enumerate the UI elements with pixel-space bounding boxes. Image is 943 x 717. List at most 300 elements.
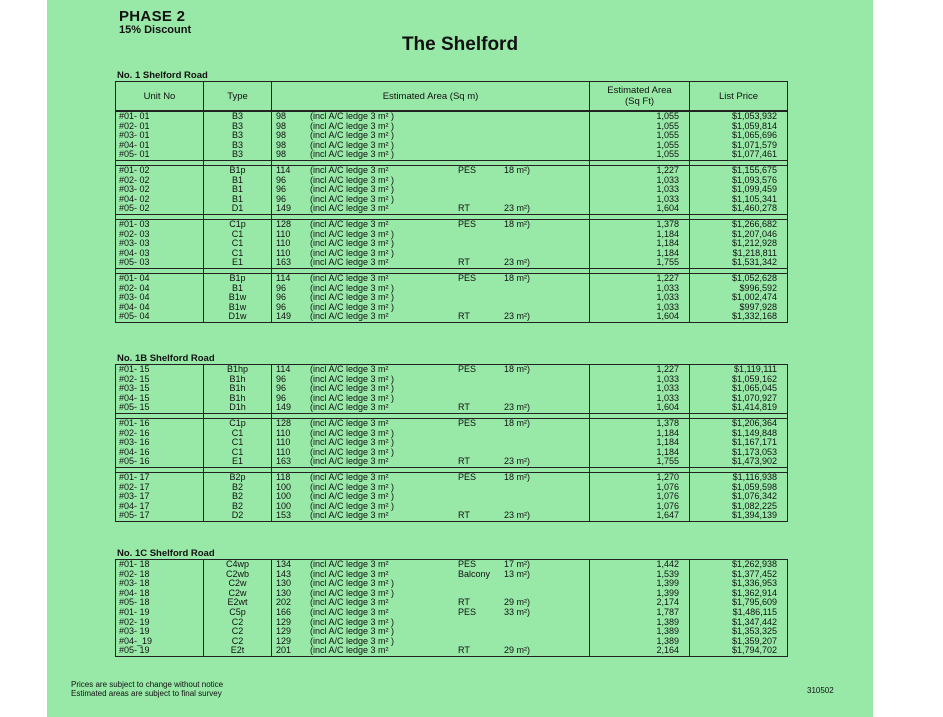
area-sqft-cell: 1,033 [590,284,690,294]
area-extra-value: 18 m²) [504,417,531,428]
table-row [116,384,788,394]
area-sqft-cell: 1,227 [590,165,690,175]
area-sqm-value: 96 [276,282,287,293]
list-price-cell: $1,794,702 [690,646,788,656]
phase-label: PHASE 2 [119,8,186,25]
area-extra-label: RT [458,203,470,214]
table-row [116,502,788,512]
area-extra-value: 18 m²) [504,272,531,283]
area-sqft-cell: 1,033 [590,303,690,313]
area-sqm-value: 98 [276,149,287,160]
list-price-cell: $1,362,914 [690,589,788,599]
list-price-cell: $1,414,819 [690,403,788,413]
list-price-cell: $1,070,927 [690,394,788,404]
unit-type-cell: C1 [204,239,272,249]
area-incl-note: (incl A/C ledge 3 m² [310,311,389,322]
unit-type-cell: C1 [204,429,272,439]
area-sqm-value: 96 [276,301,287,312]
table-row [116,627,788,637]
list-price-cell: $996,592 [690,284,788,294]
list-price-cell: $1,065,045 [690,384,788,394]
unit-no-cell: #03- 15 [116,384,204,394]
table-row [116,448,788,458]
area-sqm-value: 96 [276,392,287,403]
area-incl-note: (incl A/C ledge 3 m² ) [310,130,395,141]
area-sqft-cell: 1,076 [590,492,690,502]
area-sqm-value: 129 [276,635,292,646]
area-sqft-cell: 1,389 [590,637,690,647]
area-extra-value: 23 m²) [504,311,531,322]
unit-type-cell: B1w [204,303,272,313]
unit-no-cell: #01- 16 [116,418,204,428]
unit-type-cell: C4wp [204,560,272,570]
area-incl-note: (incl A/C ledge 3 m² ) [310,111,395,121]
unit-no-cell: #02- 15 [116,375,204,385]
area-sqft-cell: 1,033 [590,394,690,404]
unit-type-cell: C2 [204,637,272,647]
table-row [116,230,788,240]
area-sqm-value: 118 [276,471,291,482]
area-incl-note: (incl A/C ledge 3 m² [310,606,389,617]
list-price-cell: $1,053,932 [690,112,788,122]
area-sqft-cell: 1,604 [590,204,690,214]
unit-no-cell: #02- 17 [116,483,204,493]
unit-no-cell: #02- 19 [116,618,204,628]
area-sqm-value: 149 [276,203,292,214]
area-extra-label: RT [458,311,470,322]
list-price-cell: $1,173,053 [690,448,788,458]
area-sqm-value: 149 [276,402,292,413]
list-price-cell: $1,359,207 [690,637,788,647]
unit-no-cell: #05- 15 [116,403,204,413]
unit-no-cell: #01- 15 [116,365,204,375]
list-price-cell: $1,065,696 [690,131,788,141]
area-sqft-cell: 1,787 [590,608,690,618]
area-sqft-cell: 1,389 [590,618,690,628]
unit-type-cell: B3 [204,112,272,122]
list-price-cell: $1,336,953 [690,579,788,589]
area-incl-note: (incl A/C ledge 3 m² [310,164,389,175]
area-sqm-value: 100 [276,481,292,492]
table-row [116,637,788,647]
unit-type-cell: C1 [204,249,272,259]
area-sqm-value: 110 [276,247,291,258]
table-row [116,176,788,186]
area-incl-note: (incl A/C ledge 3 m² ) [310,500,395,511]
area-extra-label: Balcony [458,568,491,579]
list-price-cell: $1,077,461 [690,150,788,160]
footer-note: Prices are subject to change without notice [71,680,224,689]
area-sqft-cell: 1,055 [590,141,690,151]
area-sqft-cell: 1,399 [590,579,690,589]
area-sqm-value: 96 [276,193,287,204]
unit-no-cell: #03- 01 [116,131,204,141]
section-title: No. 1B Shelford Road [117,353,215,364]
area-incl-note: (incl A/C ledge 3 m² ) [310,427,395,438]
unit-no-cell: #03- 18 [116,579,204,589]
area-incl-note: (incl A/C ledge 3 m² [310,272,389,283]
units-table-1 [115,111,788,323]
area-extra-value: 18 m²) [504,471,531,482]
area-sqm-value: 128 [276,218,292,229]
unit-type-cell: C2wb [204,570,272,580]
footer-note: Estimated areas are subject to final survey [71,689,222,698]
area-incl-note: (incl A/C ledge 3 m² [310,456,389,467]
unit-no-cell: #01- 18 [116,560,204,570]
area-sqm-value: 114 [276,272,291,283]
unit-no-cell: #04- 15 [116,394,204,404]
area-sqm-value: 163 [276,456,292,467]
unit-type-cell: B2p [204,472,272,482]
area-sqm-value: 100 [276,500,292,511]
area-incl-note: (incl A/C ledge 3 m² [310,218,389,229]
area-incl-note: (incl A/C ledge 3 m² ) [310,446,395,457]
area-incl-note: (incl A/C ledge 3 m² ) [310,578,395,589]
list-price-cell: $1,059,598 [690,483,788,493]
table-row [116,112,788,122]
area-sqm-value: 110 [276,446,291,457]
table-row [116,618,788,628]
area-sqft-cell: 1,055 [590,112,690,122]
area-sqm-value: 129 [276,626,292,637]
unit-no-cell: #01- 02 [116,165,204,175]
area-sqft-cell: 2,164 [590,646,690,656]
list-price-cell: $1,394,139 [690,511,788,521]
area-incl-note: (incl A/C ledge 3 m² ) [310,292,395,303]
col-area-sqm-header: Estimated Area (Sq m) [272,82,590,111]
unit-no-cell: #01- 01 [116,112,204,122]
area-sqm-value: 153 [276,510,292,521]
area-sqm-cell [272,312,590,322]
area-sqm-value: 98 [276,111,287,121]
section-title: No. 1 Shelford Road [117,70,208,81]
list-price-cell: $1,116,938 [690,472,788,482]
unit-no-cell: #02- 18 [116,570,204,580]
unit-no-cell: #01- 04 [116,273,204,283]
list-price-cell: $1,262,938 [690,560,788,570]
unit-type-cell: D1 [204,204,272,214]
area-incl-note: (incl A/C ledge 3 m² ) [310,383,395,394]
area-sqft-cell: 1,539 [590,570,690,580]
unit-type-cell: C2w [204,579,272,589]
unit-no-cell: #02- 02 [116,176,204,186]
table-row [116,646,788,656]
area-incl-note: (incl A/C ledge 3 m² ) [310,149,395,160]
list-price-cell: $1,218,811 [690,249,788,259]
table-row [116,589,788,599]
unit-no-cell: #02- 04 [116,284,204,294]
unit-no-cell: #04- 04 [116,303,204,313]
list-price-cell: $1,347,442 [690,618,788,628]
list-price-cell: $1,353,325 [690,627,788,637]
table-row [116,185,788,195]
table-row [116,165,788,175]
area-sqft-cell: 1,227 [590,365,690,375]
area-extra-label: PES [458,417,477,428]
unit-no-cell: #05- 19 [116,646,204,656]
table-row [116,418,788,428]
area-incl-note: (incl A/C ledge 3 m² [310,257,389,268]
table-header [115,81,788,111]
list-price-cell: $1,332,168 [690,312,788,322]
unit-no-cell: #03- 16 [116,438,204,448]
unit-no-cell: #05- 02 [116,204,204,214]
area-extra-label: PES [458,218,477,229]
area-sqm-value: 134 [276,559,292,569]
table-row [116,579,788,589]
area-incl-note: (incl A/C ledge 3 m² [310,203,389,214]
area-incl-note: (incl A/C ledge 3 m² ) [310,228,395,239]
area-incl-note: (incl A/C ledge 3 m² ) [310,635,395,646]
area-sqm-value: 100 [276,491,292,502]
unit-type-cell: E2t [204,646,272,656]
col-type-header: Type [204,82,272,111]
area-incl-note: (incl A/C ledge 3 m² [310,471,389,482]
area-sqft-cell: 1,647 [590,511,690,521]
area-extra-label: PES [458,364,477,374]
area-sqm-value: 130 [276,587,292,598]
unit-type-cell: B1hp [204,365,272,375]
unit-no-cell: #05- 16 [116,457,204,467]
unit-type-cell: C2w [204,589,272,599]
area-incl-note: (incl A/C ledge 3 m² ) [310,238,395,249]
area-sqft-cell: 1,076 [590,502,690,512]
area-sqft-cell: 1,755 [590,258,690,268]
unit-type-cell: B1 [204,176,272,186]
table-row [116,457,788,467]
area-sqft-cell: 1,033 [590,195,690,205]
area-sqft-cell: 1,227 [590,273,690,283]
area-incl-note: (incl A/C ledge 3 m² [310,364,389,374]
area-extra-label: RT [458,510,470,521]
area-sqm-cell [272,403,590,413]
list-price-cell: $1,105,341 [690,195,788,205]
area-sqm-cell [272,457,590,467]
document-ref: 310502 [807,686,834,695]
table-row [116,303,788,313]
area-sqm-value: 96 [276,383,287,394]
list-price-cell: $1,460,278 [690,204,788,214]
area-extra-label: RT [458,645,470,656]
list-price-cell: $1,266,682 [690,219,788,229]
area-incl-note: (incl A/C ledge 3 m² ) [310,139,395,150]
area-sqft-cell: 1,033 [590,185,690,195]
area-sqft-cell: 1,076 [590,483,690,493]
unit-type-cell: B3 [204,131,272,141]
area-sqm-value: 149 [276,311,292,322]
list-price-cell: $1,059,814 [690,122,788,132]
area-extra-value: 33 m²) [504,606,531,617]
table-row [116,483,788,493]
unit-type-cell: B1 [204,185,272,195]
area-incl-note: (incl A/C ledge 3 m² ) [310,437,395,448]
table-row [116,472,788,482]
area-extra-label: PES [458,471,477,482]
area-sqft-cell: 1,033 [590,384,690,394]
area-incl-note: (incl A/C ledge 3 m² ) [310,392,395,403]
area-extra-value: 13 m²) [504,568,531,579]
area-extra-label: PES [458,559,477,569]
area-sqm-value: 114 [276,164,291,175]
area-sqft-cell: 1,442 [590,560,690,570]
area-sqm-value: 98 [276,120,287,131]
area-sqft-cell: 1,033 [590,375,690,385]
table-row [116,312,788,322]
section-title: No. 1C Shelford Road [117,548,215,559]
area-sqft-cell: 1,604 [590,403,690,413]
unit-no-cell: #05- 17 [116,511,204,521]
table-row [116,403,788,413]
discount-label: 15% Discount [119,24,192,36]
unit-type-cell: E2wt [204,598,272,608]
unit-type-cell: C1 [204,230,272,240]
unit-type-cell: B2 [204,483,272,493]
unit-type-cell: B1h [204,384,272,394]
unit-type-cell: C2 [204,627,272,637]
table-row [116,258,788,268]
area-extra-value: 23 m²) [504,257,531,268]
area-sqm-cell [272,511,590,521]
unit-no-cell: #04- 18 [116,589,204,599]
table-row [116,273,788,283]
area-sqm-value: 202 [276,597,292,608]
unit-type-cell: B1p [204,165,272,175]
unit-type-cell: D2 [204,511,272,521]
area-sqm-value: 98 [276,130,287,141]
list-price-cell: $1,486,115 [690,608,788,618]
table-row [116,438,788,448]
unit-type-cell: B1w [204,293,272,303]
unit-type-cell: C1 [204,448,272,458]
list-price-cell: $1,076,342 [690,492,788,502]
area-incl-note: (incl A/C ledge 3 m² [310,597,389,608]
unit-no-cell: #05- 03 [116,258,204,268]
table-row [116,141,788,151]
area-sqm-cell [272,258,590,268]
table-row [116,598,788,608]
unit-no-cell: #05- 01 [116,150,204,160]
area-incl-note: (incl A/C ledge 3 m² ) [310,491,395,502]
area-incl-note: (incl A/C ledge 3 m² ) [310,174,395,185]
area-extra-value: 29 m²) [504,645,531,656]
area-sqm-value: 166 [276,606,292,617]
list-price-cell: $1,167,171 [690,438,788,448]
unit-type-cell: C1p [204,219,272,229]
area-sqft-cell: 1,184 [590,448,690,458]
area-incl-note: (incl A/C ledge 3 m² [310,417,389,428]
area-sqm-value: 114 [276,364,291,374]
area-sqm-value: 110 [276,427,291,438]
area-incl-note: (incl A/C ledge 3 m² [310,402,389,413]
area-sqft-cell: 1,184 [590,239,690,249]
list-price-cell: $997,928 [690,303,788,313]
list-price-cell: $1,795,609 [690,598,788,608]
area-sqft-cell: 1,755 [590,457,690,467]
area-incl-note: (incl A/C ledge 3 m² ) [310,373,395,384]
unit-type-cell: B3 [204,141,272,151]
area-sqm-value: 201 [276,645,292,656]
unit-no-cell: #04-_19 [116,637,204,647]
area-extra-value: 18 m²) [504,164,531,175]
area-sqm-value: 96 [276,373,287,384]
area-incl-note: (incl A/C ledge 3 m² [310,568,389,579]
list-price-cell: $1,059,162 [690,375,788,385]
table-row [116,429,788,439]
unit-no-cell: #01- 17 [116,472,204,482]
area-extra-label: RT [458,257,470,268]
area-incl-note: (incl A/C ledge 3 m² [310,645,389,656]
units-table-1c [115,559,788,657]
table-row [116,375,788,385]
area-sqft-cell: 1,055 [590,150,690,160]
list-price-cell: $1,473,902 [690,457,788,467]
area-incl-note: (incl A/C ledge 3 m² ) [310,282,395,293]
area-incl-note: (incl A/C ledge 3 m² ) [310,587,395,598]
table-row [116,492,788,502]
area-sqft-cell: 1,033 [590,176,690,186]
area-extra-label: RT [458,597,470,608]
area-extra-label: PES [458,164,477,175]
unit-no-cell: #05- 18 [116,598,204,608]
unit-type-cell: E1 [204,457,272,467]
unit-type-cell: B3 [204,150,272,160]
list-price-cell: $1,093,576 [690,176,788,186]
table-row [116,293,788,303]
unit-type-cell: B3 [204,122,272,132]
area-incl-note: (incl A/C ledge 3 m² ) [310,301,395,312]
unit-type-cell: B1p [204,273,272,283]
col-unit-header: Unit No [116,82,204,111]
area-sqm-value: 96 [276,174,287,185]
area-sqft-cell: 2,174 [590,598,690,608]
table-row [116,394,788,404]
unit-no-cell: #03- 17 [116,492,204,502]
list-price-cell: $1,119,111 [690,365,788,375]
list-price-cell: $1,052,628 [690,273,788,283]
col-area-sqft-header: Estimated Area (Sq Ft) [590,82,690,111]
area-sqft-cell: 1,184 [590,249,690,259]
area-sqft-cell: 1,378 [590,219,690,229]
area-sqft-cell: 1,184 [590,230,690,240]
area-incl-note: (incl A/C ledge 3 m² ) [310,481,395,492]
unit-no-cell: #04- 16 [116,448,204,458]
unit-type-cell: B2 [204,502,272,512]
area-extra-label: RT [458,456,470,467]
area-sqm-value: 130 [276,578,292,589]
area-sqm-value: 110 [276,437,291,448]
price-list-sheet [47,0,873,717]
area-extra-value: 29 m²) [504,597,531,608]
area-sqm-cell [272,150,590,160]
unit-no-cell: #04- 02 [116,195,204,205]
unit-no-cell: #03- 02 [116,185,204,195]
area-sqft-cell: 1,033 [590,293,690,303]
unit-no-cell: #03- 04 [116,293,204,303]
list-price-cell: $1,206,364 [690,418,788,428]
area-sqm-value: 110 [276,228,291,239]
table-row [116,284,788,294]
area-incl-note: (incl A/C ledge 3 m² ) [310,616,395,627]
area-incl-note: (incl A/C ledge 3 m² ) [310,247,395,258]
list-price-cell: $1,082,225 [690,502,788,512]
table-row [116,249,788,259]
table-row [116,195,788,205]
list-price-cell: $1,212,928 [690,239,788,249]
unit-type-cell: C1 [204,438,272,448]
unit-type-cell: B1h [204,394,272,404]
area-sqm-value: 143 [276,568,292,579]
unit-type-cell: D1h [204,403,272,413]
